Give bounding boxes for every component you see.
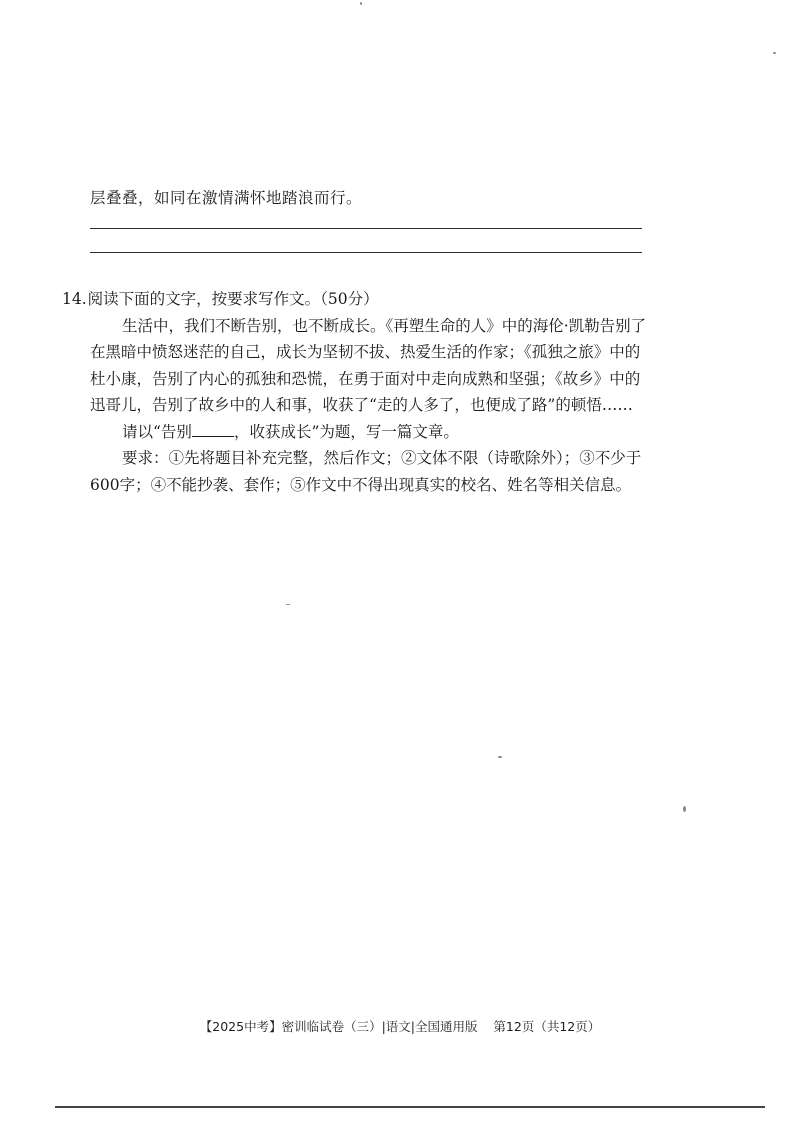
scan-speck: [360, 2, 362, 5]
footer-page-number: 第12页（共12页）: [493, 1019, 601, 1034]
bottom-rule: [55, 1106, 765, 1108]
scan-speck: [773, 52, 776, 54]
answer-line: [90, 252, 642, 253]
topic-suffix: ，收获成长”为题，写一篇文章。: [233, 422, 459, 441]
question-instruction: 阅读下面的文字，按要求写作文。（50分）: [87, 290, 379, 308]
question-14: [62, 286, 652, 498]
scan-speck: [286, 604, 290, 605]
topic-line: [62, 419, 652, 446]
footer-exam-title: 【2025中考】密训临试卷（三）|语文|全国通用版: [199, 1019, 478, 1034]
requirements-paragraph: 要求：①先将题目补充完整，然后作文；②文体不限（诗歌除外）；③不少于600字；④不能抄袭、套作；⑤作文中不得出现真实的校名、姓名等相关信息。: [90, 449, 642, 494]
topic-prefix: 请以“告别: [122, 422, 192, 441]
question-header: [62, 286, 652, 313]
question-number: 14.: [62, 290, 87, 308]
previous-answer-continuation: 层叠叠，如同在激情满怀地踏浪而行。: [90, 189, 363, 207]
scan-speck: [683, 806, 686, 812]
topic-blank: [192, 422, 234, 437]
prompt-paragraph: 生活中，我们不断告别，也不断成长。《再塑生命的人》中的海伦·凯勒告别了在黑暗中愤怒迷茫的自己，成长为坚韧不拔、热爱生活的作家；《孤独之旅》中的杜小康，告别了内心的孤独和恐慌，在勇于面对中走向成熟和坚强；《故乡》中的迅哥儿，告别了故乡中的人和事，收获了“走的人多了，也便成了路”的顿悟……: [90, 316, 647, 414]
answer-line: [90, 228, 642, 229]
page-footer: [0, 1017, 800, 1035]
scan-speck: [498, 756, 502, 758]
